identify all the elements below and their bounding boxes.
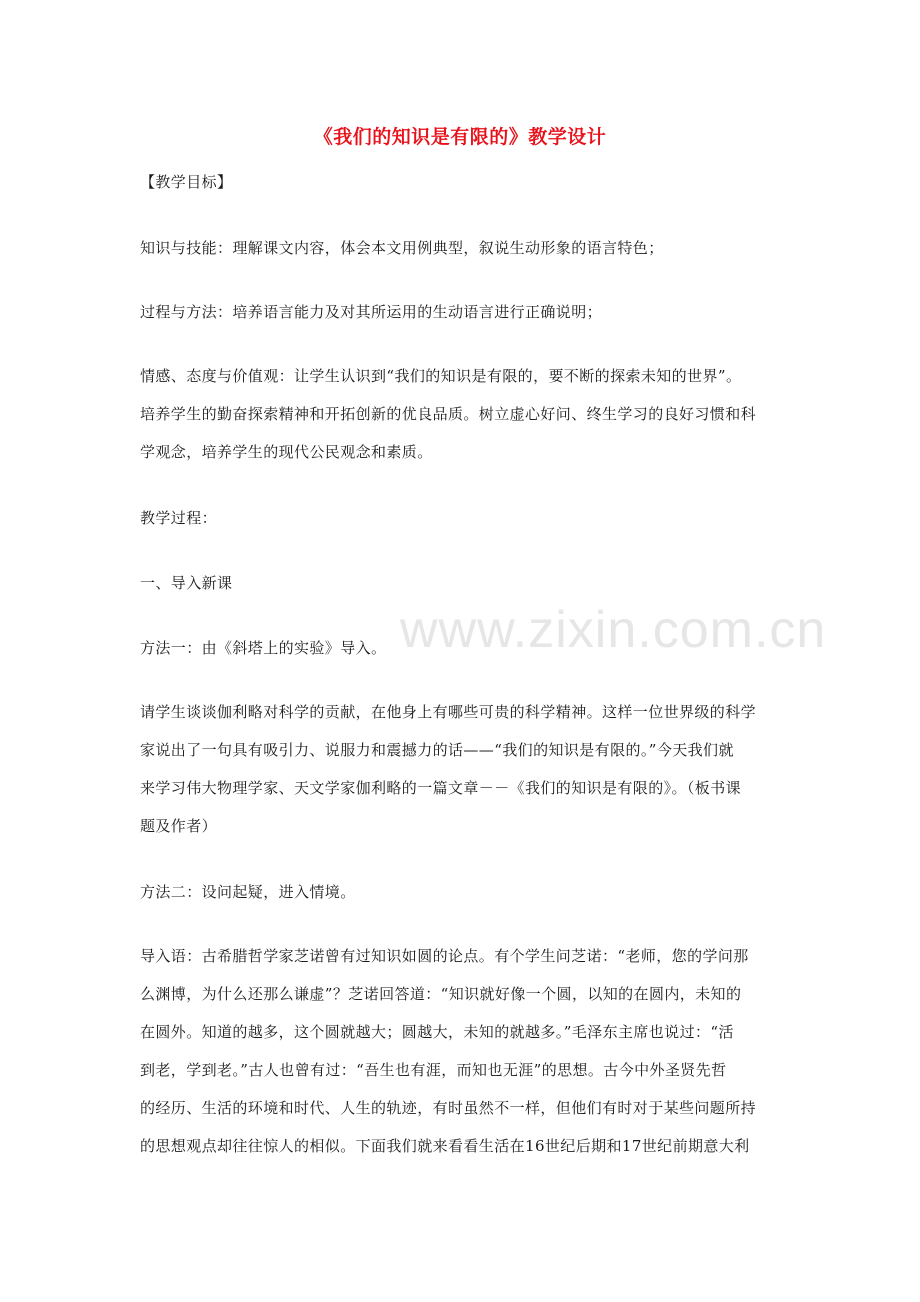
method-one-para-line-1: 请学生谈谈伽利略对科学的贡献，在他身上有哪些可贵的科学精神。这样一位世界级的科学 [140, 703, 757, 721]
section-heading-objectives: 【教学目标】 [140, 173, 233, 191]
method-two-para-line-2: 么渊博，为什么还那么谦虚”？芝诺回答道：“知识就好像一个圆，以知的在圆内，未知的 [140, 985, 742, 1003]
method-two-heading: 方法二：设问起疑，进入情境。 [140, 883, 356, 901]
section-heading-process: 教学过程： [140, 509, 218, 527]
objective-emotion-line-2: 培养学生的勤奋探索精神和开拓创新的优良品质。树立虚心好问、终生学习的良好习惯和科 [140, 405, 757, 423]
method-two-para-line-1: 导入语：古希腊哲学家芝诺曾有过知识如圆的论点。有个学生问芝诺：“老师，您的学问那 [140, 947, 749, 965]
method-one-para-line-4: 题及作者） [140, 817, 218, 835]
subheading-intro: 一、导入新课 [140, 574, 233, 592]
objective-emotion-line-1: 情感、态度与价值观：让学生认识到“我们的知识是有限的，要不断的探索未知的世界”。 [140, 367, 742, 385]
method-one-heading: 方法一：由《斜塔上的实验》导入。 [140, 639, 387, 657]
method-two-para-line-3: 在圆外。知道的越多，这个圆就越大；圆越大，未知的就越多。”毛泽东主席也说过：“活 [140, 1023, 734, 1041]
objective-process: 过程与方法：培养语言能力及对其所运用的生动语言进行正确说明； [140, 303, 603, 321]
watermark: www.zixin.com.cn [400, 601, 827, 659]
method-one-para-line-2: 家说出了一句具有吸引力、说服力和震撼力的话——“我们的知识是有限的。”今天我们就 [140, 741, 734, 759]
objective-emotion-line-3: 学观念，培养学生的现代公民观念和素质。 [140, 443, 433, 461]
method-two-para-line-5: 的经历、生活的环境和时代、人生的轨迹，有时虽然不一样，但他们有时对于某些问题所持 [140, 1099, 757, 1117]
method-one-para-line-3: 来学习伟大物理学家、天文学家伽利略的一篇文章－－《我们的知识是有限的》。（板书课 [140, 779, 742, 797]
objective-knowledge: 知识与技能：理解课文内容，体会本文用例典型，叙说生动形象的语言特色； [140, 239, 664, 257]
document-title: 《我们的知识是有限的》教学设计 [313, 126, 607, 148]
method-two-para-line-6: 的思想观点却往往惊人的相似。下面我们就来看看生活在16世纪后期和17世纪前期意大利 [140, 1137, 750, 1155]
method-two-para-line-4: 到老，学到老。”古人也曾有过：“吾生也有涯，而知也无涯”的思想。古今中外圣贤先哲 [140, 1061, 727, 1079]
